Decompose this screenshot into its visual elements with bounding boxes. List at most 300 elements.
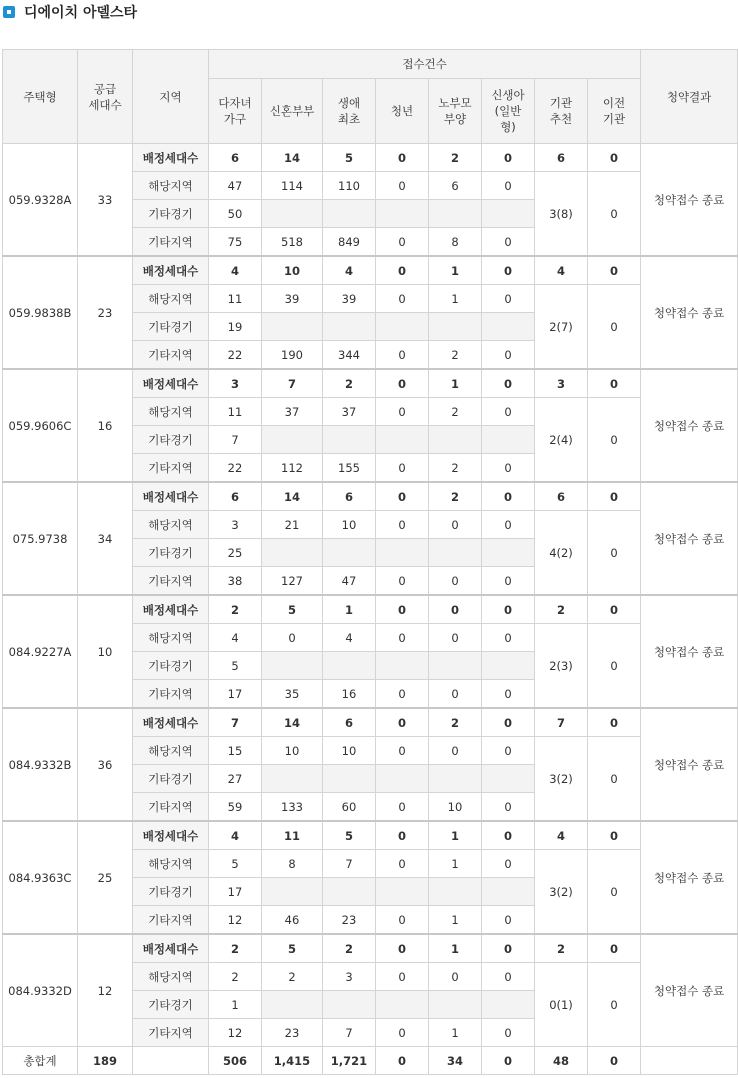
empty-cell	[262, 426, 323, 454]
empty-cell	[429, 200, 482, 228]
empty-cell	[429, 991, 482, 1019]
alloc-value: 0	[376, 256, 429, 285]
receipt-value: 10	[323, 511, 376, 539]
alloc-value: 0	[588, 821, 641, 850]
receipt-value: 0	[376, 228, 429, 257]
empty-cell	[262, 200, 323, 228]
receipt-value: 0	[376, 567, 429, 596]
empty-cell	[376, 652, 429, 680]
alloc-value: 2	[429, 482, 482, 511]
total-value: 34	[429, 1047, 482, 1075]
receipt-value: 7	[209, 426, 262, 454]
total-supply: 189	[78, 1047, 133, 1075]
region-label: 기타경기	[133, 539, 209, 567]
supply-units: 25	[78, 821, 133, 934]
empty-cell	[323, 313, 376, 341]
alloc-value: 2	[535, 595, 588, 624]
agency-recommend: 3(8)	[535, 172, 588, 257]
alloc-value: 6	[323, 708, 376, 737]
region-label: 기타지역	[133, 454, 209, 483]
region-label: 해당지역	[133, 398, 209, 426]
empty-cell	[482, 426, 535, 454]
supply-units: 34	[78, 482, 133, 595]
empty-cell	[323, 200, 376, 228]
receipt-value: 11	[209, 285, 262, 313]
col-header-type: 주택형	[3, 50, 78, 144]
housing-type: 084.9227A	[3, 595, 78, 708]
receipt-value: 344	[323, 341, 376, 370]
receipt-value: 47	[323, 567, 376, 596]
receipt-value: 0	[376, 341, 429, 370]
empty-cell	[482, 652, 535, 680]
alloc-value: 6	[323, 482, 376, 511]
receipt-value: 16	[323, 680, 376, 709]
receipt-value: 4	[209, 624, 262, 652]
empty-cell	[262, 313, 323, 341]
transfer-agency: 0	[588, 511, 641, 596]
receipt-value: 0	[376, 624, 429, 652]
transfer-agency: 0	[588, 398, 641, 483]
subscription-table	[2, 49, 738, 1075]
alloc-value: 0	[588, 595, 641, 624]
empty-cell	[323, 539, 376, 567]
region-label: 기타경기	[133, 652, 209, 680]
receipt-value: 0	[482, 906, 535, 935]
alloc-value: 0	[482, 369, 535, 398]
alloc-value: 6	[209, 144, 262, 172]
alloc-value: 3	[535, 369, 588, 398]
receipt-value: 0	[376, 906, 429, 935]
alloc-value: 1	[429, 934, 482, 963]
receipt-value: 7	[323, 850, 376, 878]
alloc-value: 5	[262, 934, 323, 963]
receipt-value: 50	[209, 200, 262, 228]
region-label: 배정세대수	[133, 144, 209, 172]
housing-type: 084.9363C	[3, 821, 78, 934]
empty-cell	[429, 539, 482, 567]
alloc-value: 6	[535, 144, 588, 172]
col-header-category: 신혼부부	[262, 79, 323, 144]
result-status: 청약접수 종료	[641, 821, 738, 934]
receipt-value: 0	[376, 1019, 429, 1047]
region-label: 기타지역	[133, 341, 209, 370]
col-header-category: 노부모 부양	[429, 79, 482, 144]
region-label: 기타경기	[133, 765, 209, 793]
receipt-value: 8	[262, 850, 323, 878]
empty-cell	[376, 991, 429, 1019]
receipt-value: 17	[209, 680, 262, 709]
col-header-receipts: 접수건수	[209, 50, 641, 79]
empty-cell	[262, 539, 323, 567]
alloc-value: 0	[376, 708, 429, 737]
region-label: 기타경기	[133, 313, 209, 341]
region-label: 배정세대수	[133, 934, 209, 963]
receipt-value: 0	[262, 624, 323, 652]
transfer-agency: 0	[588, 737, 641, 822]
alloc-value: 4	[323, 256, 376, 285]
receipt-value: 17	[209, 878, 262, 906]
housing-type: 075.9738	[3, 482, 78, 595]
receipt-value: 60	[323, 793, 376, 822]
col-header-category: 다자녀 가구	[209, 79, 262, 144]
region-label: 배정세대수	[133, 482, 209, 511]
receipt-value: 25	[209, 539, 262, 567]
empty-cell	[323, 426, 376, 454]
empty-cell	[376, 878, 429, 906]
receipt-value: 37	[323, 398, 376, 426]
region-label: 배정세대수	[133, 256, 209, 285]
agency-recommend: 3(2)	[535, 737, 588, 822]
table-row	[3, 821, 738, 850]
alloc-value: 2	[209, 595, 262, 624]
receipt-value: 59	[209, 793, 262, 822]
receipt-value: 46	[262, 906, 323, 935]
alloc-value: 0	[482, 482, 535, 511]
region-label: 해당지역	[133, 285, 209, 313]
receipt-value: 1	[429, 850, 482, 878]
receipt-value: 0	[482, 567, 535, 596]
housing-type: 059.9838B	[3, 256, 78, 369]
alloc-value: 2	[429, 144, 482, 172]
housing-type: 084.9332D	[3, 934, 78, 1047]
receipt-value: 23	[323, 906, 376, 935]
total-value: 0	[588, 1047, 641, 1075]
alloc-value: 2	[535, 934, 588, 963]
col-header-result: 청약결과	[641, 50, 738, 144]
region-label: 배정세대수	[133, 708, 209, 737]
receipt-value: 2	[429, 341, 482, 370]
table-row	[3, 934, 738, 963]
empty-cell	[323, 765, 376, 793]
empty-cell	[323, 652, 376, 680]
region-label: 해당지역	[133, 172, 209, 200]
supply-units: 10	[78, 595, 133, 708]
region-label: 기타지역	[133, 680, 209, 709]
alloc-value: 14	[262, 708, 323, 737]
receipt-value: 0	[376, 398, 429, 426]
total-value: 1,721	[323, 1047, 376, 1075]
receipt-value: 22	[209, 454, 262, 483]
receipt-value: 0	[376, 850, 429, 878]
receipt-value: 2	[209, 963, 262, 991]
alloc-value: 0	[588, 256, 641, 285]
receipt-value: 0	[429, 511, 482, 539]
receipt-value: 0	[482, 511, 535, 539]
receipt-value: 133	[262, 793, 323, 822]
alloc-value: 7	[535, 708, 588, 737]
receipt-value: 0	[376, 793, 429, 822]
empty-cell	[482, 991, 535, 1019]
region-label: 해당지역	[133, 963, 209, 991]
transfer-agency: 0	[588, 285, 641, 370]
total-value: 506	[209, 1047, 262, 1075]
table-row	[3, 482, 738, 511]
total-value: 48	[535, 1047, 588, 1075]
col-header-category: 청년	[376, 79, 429, 144]
receipt-value: 4	[323, 624, 376, 652]
alloc-value: 0	[376, 595, 429, 624]
receipt-value: 0	[482, 1019, 535, 1047]
receipt-value: 5	[209, 652, 262, 680]
receipt-value: 0	[482, 963, 535, 991]
receipt-value: 10	[262, 737, 323, 765]
alloc-value: 7	[209, 708, 262, 737]
region-label: 해당지역	[133, 850, 209, 878]
receipt-value: 0	[376, 511, 429, 539]
receipt-value: 1	[429, 906, 482, 935]
region-label: 기타경기	[133, 200, 209, 228]
receipt-value: 2	[429, 454, 482, 483]
transfer-agency: 0	[588, 172, 641, 257]
receipt-value: 39	[323, 285, 376, 313]
table-row	[3, 256, 738, 285]
receipt-value: 0	[482, 341, 535, 370]
empty-cell	[482, 200, 535, 228]
region-label: 기타지역	[133, 793, 209, 822]
region-label: 기타지역	[133, 228, 209, 257]
table-row	[3, 708, 738, 737]
empty-cell	[376, 313, 429, 341]
receipt-value: 2	[429, 398, 482, 426]
empty-cell	[482, 878, 535, 906]
receipt-value: 114	[262, 172, 323, 200]
empty-cell	[262, 765, 323, 793]
receipt-value: 110	[323, 172, 376, 200]
receipt-value: 35	[262, 680, 323, 709]
receipt-value: 127	[262, 567, 323, 596]
alloc-value: 0	[482, 708, 535, 737]
region-label: 기타지역	[133, 1019, 209, 1047]
alloc-value: 1	[323, 595, 376, 624]
transfer-agency: 0	[588, 850, 641, 935]
receipt-value: 39	[262, 285, 323, 313]
total-result	[641, 1047, 738, 1075]
alloc-value: 0	[588, 708, 641, 737]
empty-cell	[429, 652, 482, 680]
receipt-value: 7	[323, 1019, 376, 1047]
receipt-value: 0	[482, 398, 535, 426]
alloc-value: 2	[323, 369, 376, 398]
col-header-category: 이전 기관	[588, 79, 641, 144]
receipt-value: 12	[209, 906, 262, 935]
alloc-value: 0	[376, 482, 429, 511]
supply-units: 16	[78, 369, 133, 482]
alloc-value: 0	[376, 144, 429, 172]
alloc-value: 0	[376, 821, 429, 850]
total-row	[3, 1047, 738, 1075]
page-title: 디에이치 아델스타	[24, 5, 138, 21]
alloc-value: 5	[323, 144, 376, 172]
agency-recommend: 0(1)	[535, 963, 588, 1047]
supply-units: 12	[78, 934, 133, 1047]
region-label: 해당지역	[133, 737, 209, 765]
receipt-value: 2	[262, 963, 323, 991]
alloc-value: 0	[376, 369, 429, 398]
receipt-value: 1	[429, 1019, 482, 1047]
empty-cell	[376, 426, 429, 454]
receipt-value: 0	[429, 737, 482, 765]
result-status: 청약접수 종료	[641, 482, 738, 595]
alloc-value: 4	[535, 256, 588, 285]
receipt-value: 849	[323, 228, 376, 257]
alloc-value: 4	[209, 256, 262, 285]
housing-type: 084.9332B	[3, 708, 78, 821]
supply-units: 33	[78, 144, 133, 257]
result-status: 청약접수 종료	[641, 144, 738, 257]
receipt-value: 0	[429, 680, 482, 709]
receipt-value: 22	[209, 341, 262, 370]
total-value: 0	[482, 1047, 535, 1075]
result-status: 청약접수 종료	[641, 934, 738, 1047]
receipt-value: 0	[482, 285, 535, 313]
empty-cell	[429, 765, 482, 793]
empty-cell	[323, 878, 376, 906]
empty-cell	[376, 200, 429, 228]
agency-recommend: 2(4)	[535, 398, 588, 483]
alloc-value: 5	[262, 595, 323, 624]
agency-recommend: 2(7)	[535, 285, 588, 370]
alloc-value: 2	[209, 934, 262, 963]
receipt-value: 47	[209, 172, 262, 200]
region-label: 기타지역	[133, 906, 209, 935]
receipt-value: 0	[482, 172, 535, 200]
region-label: 기타지역	[133, 567, 209, 596]
alloc-value: 3	[209, 369, 262, 398]
receipt-value: 0	[376, 172, 429, 200]
alloc-value: 2	[429, 708, 482, 737]
empty-cell	[429, 878, 482, 906]
alloc-value: 0	[482, 821, 535, 850]
receipt-value: 0	[482, 850, 535, 878]
receipt-value: 21	[262, 511, 323, 539]
receipt-value: 8	[429, 228, 482, 257]
alloc-value: 4	[535, 821, 588, 850]
receipt-value: 0	[376, 454, 429, 483]
receipt-value: 10	[429, 793, 482, 822]
receipt-value: 15	[209, 737, 262, 765]
alloc-value: 0	[588, 369, 641, 398]
region-label: 기타경기	[133, 991, 209, 1019]
agency-recommend: 4(2)	[535, 511, 588, 596]
supply-units: 36	[78, 708, 133, 821]
alloc-value: 7	[262, 369, 323, 398]
col-header-category: 신생아 (일반 형)	[482, 79, 535, 144]
housing-type: 059.9606C	[3, 369, 78, 482]
alloc-value: 0	[482, 144, 535, 172]
region-label: 기타경기	[133, 878, 209, 906]
region-label: 기타경기	[133, 426, 209, 454]
total-value: 0	[376, 1047, 429, 1075]
result-status: 청약접수 종료	[641, 595, 738, 708]
receipt-value: 0	[429, 567, 482, 596]
table-row	[3, 595, 738, 624]
receipt-value: 38	[209, 567, 262, 596]
table-row	[3, 144, 738, 172]
result-status: 청약접수 종료	[641, 708, 738, 821]
alloc-value: 0	[376, 934, 429, 963]
col-header-supply: 공급 세대수	[78, 50, 133, 144]
alloc-value: 0	[588, 934, 641, 963]
receipt-value: 0	[429, 963, 482, 991]
alloc-value: 6	[535, 482, 588, 511]
alloc-value: 0	[482, 256, 535, 285]
alloc-value: 1	[429, 821, 482, 850]
receipt-value: 3	[323, 963, 376, 991]
empty-cell	[262, 652, 323, 680]
receipt-value: 518	[262, 228, 323, 257]
alloc-value: 1	[429, 369, 482, 398]
receipt-value: 5	[209, 850, 262, 878]
receipt-value: 112	[262, 454, 323, 483]
transfer-agency: 0	[588, 624, 641, 709]
empty-cell	[262, 878, 323, 906]
receipt-value: 190	[262, 341, 323, 370]
alloc-value: 10	[262, 256, 323, 285]
empty-cell	[482, 313, 535, 341]
receipt-value: 75	[209, 228, 262, 257]
receipt-value: 155	[323, 454, 376, 483]
empty-cell	[429, 426, 482, 454]
receipt-value: 0	[482, 624, 535, 652]
table-row	[3, 369, 738, 398]
receipt-value: 0	[482, 454, 535, 483]
receipt-value: 1	[429, 285, 482, 313]
total-label: 총합계	[3, 1047, 78, 1075]
alloc-value: 0	[588, 482, 641, 511]
col-header-region: 지역	[133, 50, 209, 144]
col-header-category: 기관 추천	[535, 79, 588, 144]
alloc-value: 0	[482, 595, 535, 624]
agency-recommend: 2(3)	[535, 624, 588, 709]
result-status: 청약접수 종료	[641, 256, 738, 369]
col-header-category: 생애 최초	[323, 79, 376, 144]
empty-cell	[323, 991, 376, 1019]
supply-units: 23	[78, 256, 133, 369]
transfer-agency: 0	[588, 963, 641, 1047]
empty-cell	[429, 313, 482, 341]
title-bullet-icon	[3, 6, 15, 18]
alloc-value: 14	[262, 482, 323, 511]
alloc-value: 0	[588, 144, 641, 172]
receipt-value: 37	[262, 398, 323, 426]
alloc-value: 0	[482, 934, 535, 963]
alloc-value: 5	[323, 821, 376, 850]
alloc-value: 2	[323, 934, 376, 963]
housing-type: 059.9328A	[3, 144, 78, 257]
receipt-value: 0	[376, 285, 429, 313]
receipt-value: 23	[262, 1019, 323, 1047]
receipt-value: 6	[429, 172, 482, 200]
empty-cell	[376, 539, 429, 567]
receipt-value: 12	[209, 1019, 262, 1047]
receipt-value: 19	[209, 313, 262, 341]
region-label: 배정세대수	[133, 595, 209, 624]
empty-cell	[262, 991, 323, 1019]
section-title	[0, 0, 738, 36]
alloc-value: 6	[209, 482, 262, 511]
receipt-value: 27	[209, 765, 262, 793]
alloc-value: 14	[262, 144, 323, 172]
receipt-value: 0	[376, 737, 429, 765]
receipt-value: 11	[209, 398, 262, 426]
receipt-value: 0	[429, 624, 482, 652]
result-status: 청약접수 종료	[641, 369, 738, 482]
receipt-value: 0	[482, 680, 535, 709]
alloc-value: 1	[429, 256, 482, 285]
empty-cell	[376, 765, 429, 793]
empty-cell	[482, 765, 535, 793]
region-label: 해당지역	[133, 511, 209, 539]
